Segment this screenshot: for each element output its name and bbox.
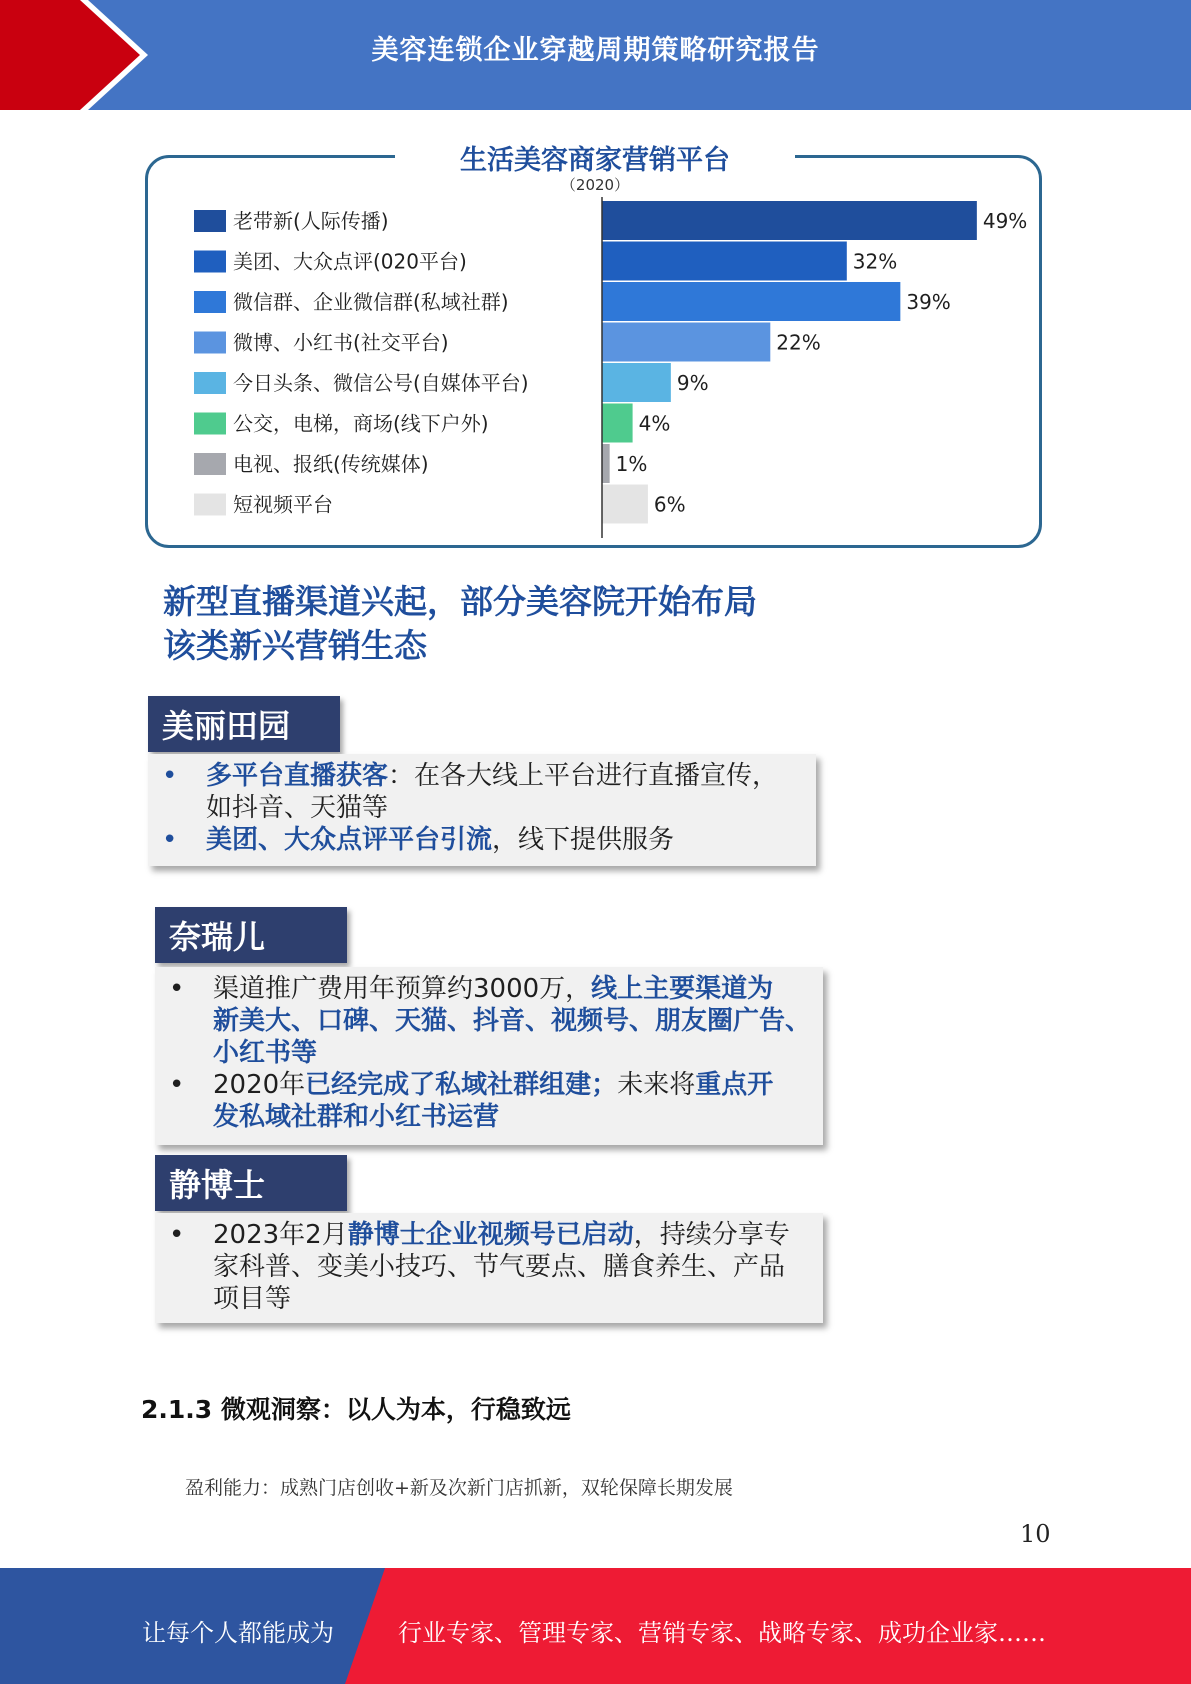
category-label: 短视频平台	[233, 492, 333, 517]
company-panel-meili	[148, 754, 816, 866]
bullet-text: 2023年2月	[213, 1220, 348, 1250]
highlight-text: 小红书等	[213, 1038, 318, 1068]
section-heading-line1: 新型直播渠道兴起，部分美容院开始布局	[163, 582, 757, 621]
bullet-text-cont: 家科普、变美小技巧、节气要点、膳食养生、产品	[213, 1252, 786, 1282]
bullet-text-cont: 项目等	[213, 1284, 292, 1314]
legend-swatch	[194, 494, 226, 516]
page-number: 10	[1020, 1520, 1051, 1548]
highlight-text: 线上主要渠道为	[591, 974, 774, 1004]
highlight-text: 多平台直播获客	[206, 761, 389, 791]
category-label: 电视、报纸(传统媒体)	[233, 452, 429, 476]
company-panel-nairuier	[155, 967, 823, 1145]
bullet-marker: •	[169, 974, 185, 1004]
highlight-text: 已经完成了私域社群组建；	[305, 1070, 618, 1100]
bar-value-label: 6%	[653, 492, 686, 517]
company-label-meili: 美丽田园	[148, 696, 340, 752]
bar	[602, 404, 633, 443]
highlight-text: 美团、大众点评平台引流	[206, 825, 493, 855]
legend-swatch	[194, 210, 226, 232]
subsection-heading: 2.1.3 微观洞察：以人为本，行稳致远	[141, 1395, 571, 1424]
legend-swatch	[194, 251, 226, 273]
company-label-nairuier: 奈瑞儿	[155, 907, 347, 963]
legend-swatch	[194, 372, 226, 394]
bullet-text: 未来将	[617, 1070, 696, 1100]
bullet-text: 2020年	[213, 1070, 306, 1100]
bullet-text-cont: 如抖音、天猫等	[206, 793, 389, 823]
company-panel-jingboshi	[155, 1213, 823, 1323]
bar-value-label: 32%	[852, 249, 898, 274]
bar-value-label: 49%	[982, 209, 1028, 233]
category-label: 美团、大众点评(020平台)	[233, 249, 467, 274]
category-label: 老带新(人际传播)	[233, 209, 389, 233]
bar-value-label: 39%	[906, 290, 951, 314]
section-heading-line2: 该类新兴营销生态	[163, 626, 427, 665]
bullet-marker: •	[169, 1220, 185, 1250]
bar	[602, 363, 671, 402]
bar	[602, 444, 610, 483]
highlight-text: 发私域社群和小红书运营	[213, 1102, 500, 1132]
legend-swatch	[194, 453, 226, 475]
category-label: 微信群、企业微信群(私域社群)	[233, 290, 509, 314]
bullet-item	[155, 1219, 823, 1315]
bar	[602, 282, 900, 321]
bullet-text: ：在各大线上平台进行直播宣传，	[388, 761, 779, 791]
bullet-marker: •	[162, 825, 178, 855]
highlight-text: 静博士企业视频号已启动	[347, 1220, 634, 1250]
bar-value-label: 9%	[676, 371, 709, 395]
bullet-text: ，线下提供服务	[492, 825, 675, 855]
company-label-jingboshi: 静博士	[155, 1155, 347, 1211]
legend-swatch	[194, 332, 226, 354]
highlight-text: 新美大、口碑、天猫、抖音、视频号、朋友圈广告、	[213, 1006, 812, 1036]
footer-slogan-left: 让每个人都能成为	[142, 1619, 334, 1647]
bar-chart	[0, 0, 1191, 560]
bullet-item	[155, 1069, 823, 1133]
bar	[602, 242, 847, 281]
category-label: 公交，电梯，商场(线下户外)	[233, 411, 489, 436]
bullet-text: 渠道推广费用年预算约3000万，	[213, 974, 592, 1004]
category-label: 今日头条、微信公号(自媒体平台)	[233, 371, 529, 395]
bar	[602, 485, 648, 524]
bar	[602, 323, 770, 362]
chart-subtitle: （2020）	[560, 176, 630, 194]
bullet-marker: •	[169, 1070, 185, 1100]
bullet-text: ，持续分享专	[633, 1220, 790, 1250]
bar-value-label: 4%	[638, 411, 671, 436]
body-paragraph: 盈利能力：成熟门店创收+新及次新门店抓新，双轮保障长期发展	[185, 1477, 733, 1499]
chart-title: 生活美容商家营销平台	[460, 145, 730, 176]
bullet-item	[155, 973, 823, 1069]
bullet-item	[148, 824, 816, 856]
report-title: 美容连锁企业穿越周期策略研究报告	[371, 35, 820, 66]
bullet-item	[148, 760, 816, 824]
highlight-text: 重点开	[695, 1070, 774, 1100]
footer-slogan-right: 行业专家、管理专家、营销专家、战略专家、成功企业家……	[398, 1619, 1046, 1647]
bar-value-label: 1%	[615, 452, 648, 476]
legend-swatch	[194, 413, 226, 435]
bar	[602, 201, 977, 240]
section-heading	[163, 580, 757, 668]
legend-swatch	[194, 291, 226, 313]
category-label: 微博、小红书(社交平台)	[233, 330, 449, 355]
bar-value-label: 22%	[776, 330, 821, 355]
bullet-marker: •	[162, 761, 178, 791]
